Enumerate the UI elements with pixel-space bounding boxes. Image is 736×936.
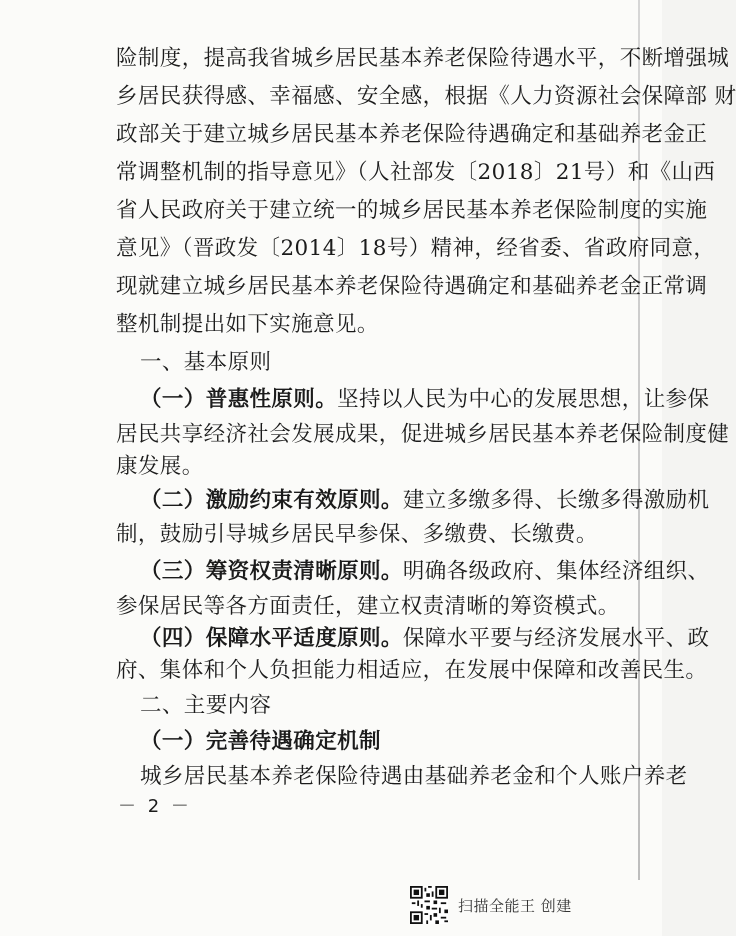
principle-1-line-1 (140, 389, 709, 411)
principle-1-line-2: 居民共享经济社会发展成果，促进城乡居民基本养老保险制度健 (116, 422, 730, 447)
principle-1-text: 坚持以人民为中心的发展思想，让参保 (337, 387, 710, 412)
principle-2-line-1 (140, 490, 709, 512)
principle-2-title: （二）激励约束有效原则。 (140, 488, 403, 513)
text-line-1: 险制度，提高我省城乡居民基本养老保险待遇水平，不断增强城 (116, 46, 730, 71)
scanner-watermark (410, 884, 572, 926)
qr-code-icon (410, 886, 448, 924)
principle-4-text: 保障水平要与经济发展水平、政 (402, 626, 710, 651)
principle-4-line-1 (140, 628, 709, 650)
principle-1-title: （一）普惠性原则。 (140, 387, 338, 412)
text-line-4: 常调整机制的指导意见》（人社部发〔2018〕21号）和《山西 (116, 160, 716, 185)
subsection-heading: （一）完善待遇确定机制 (140, 729, 381, 754)
text-line-7: 现就建立城乡居民基本养老保险待遇确定和基础养老金正常调 (116, 274, 708, 299)
section-heading-principles: 一、基本原则 (140, 350, 272, 375)
principle-3-line-1 (140, 561, 709, 583)
principle-3-line-2: 参保居民等各方面责任，建立权责清晰的筹资模式。 (116, 594, 620, 619)
section-heading-main-content: 二、主要内容 (140, 693, 272, 718)
text-line-2: 乡居民获得感、幸福感、安全感，根据《人力资源社会保障部 财 (116, 84, 736, 109)
text-line-3: 政部关于建立城乡居民基本养老保险待遇确定和基础养老金正 (116, 122, 708, 147)
principle-2-line-2: 制，鼓励引导城乡居民早参保、多缴费、长缴费。 (116, 522, 598, 547)
text-line-5: 省人民政府关于建立统一的城乡居民基本养老保险制度的实施 (116, 198, 708, 223)
principle-4-line-2: 府、集体和个人负担能力相适应，在发展中保障和改善民生。 (116, 658, 708, 683)
principle-2-text: 建立多缴多得、长缴多得激励机 (402, 488, 710, 513)
principle-4-title: （四）保障水平适度原则。 (140, 626, 403, 651)
text-line-6: 意见》（晋政发〔2014〕18号）精神，经省委、省政府同意， (116, 236, 716, 261)
principle-3-title: （三）筹资权责清晰原则。 (140, 559, 403, 584)
text-line-8: 整机制提出如下实施意见。 (116, 312, 379, 337)
principle-1-line-3: 康发展。 (116, 454, 204, 479)
page-number: － 2 － (118, 796, 192, 817)
scanner-label: 扫描全能王 创建 (458, 896, 572, 915)
principle-3-text: 明确各级政府、集体经济组织、 (402, 559, 710, 584)
text-line-last: 城乡居民基本养老保险待遇由基础养老金和个人账户养老 (140, 764, 688, 789)
